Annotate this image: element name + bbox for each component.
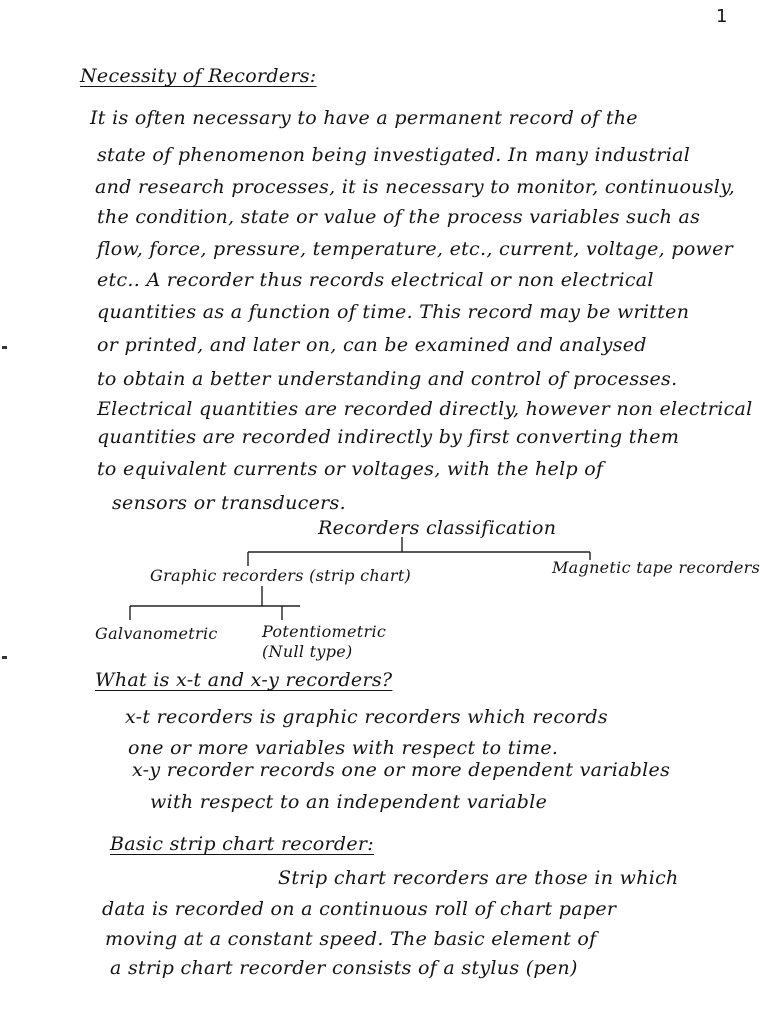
- text-line: state of phenomenon being investigated. In many industrial: [97, 144, 691, 166]
- xy-heading: What is x-t and x-y recorders?: [95, 669, 393, 691]
- text-line: to obtain a better understanding and control of processes.: [97, 368, 678, 390]
- text-line: sensors or transducers.: [112, 492, 346, 514]
- text-line: moving at a constant speed. The basic element of: [105, 928, 597, 950]
- graphic-recorders-label: Graphic recorders (strip chart): [150, 566, 412, 585]
- null-type-label: (Null type): [262, 642, 353, 661]
- text-line: x-y recorder records one or more dependent variables: [132, 759, 671, 781]
- section-title: Necessity of Recorders:: [80, 65, 317, 87]
- text-line: one or more variables with respect to time.: [128, 737, 559, 759]
- text-line: quantities as a function of time. This record may be written: [97, 301, 690, 323]
- text-line: Strip chart recorders are those in which: [278, 867, 679, 889]
- page-number: 1: [716, 6, 728, 27]
- strip-chart-heading: Basic strip chart recorder:: [110, 833, 374, 855]
- text-line: etc.. A recorder thus records electrical or non electrical: [97, 269, 654, 291]
- galvanometric-label: Galvanometric: [95, 624, 218, 643]
- text-line: It is often necessary to have a permanent record of the: [90, 107, 638, 129]
- text-line: a strip chart recorder consists of a stylus (pen): [110, 957, 578, 979]
- text-line: the condition, state or value of the process variables such as: [97, 206, 701, 228]
- text-line: with respect to an independent variable: [150, 791, 548, 813]
- text-line: to equivalent currents or voltages, with the help of: [97, 458, 604, 480]
- text-line: and research processes, it is necessary to monitor, continuously,: [95, 176, 736, 198]
- text-line: x-t recorders is graphic recorders which records: [125, 706, 608, 728]
- potentiometric-label: Potentiometric: [262, 622, 387, 641]
- text-line: quantities are recorded indirectly by first converting them: [97, 426, 680, 448]
- text-line: or printed, and later on, can be examined and analysed: [97, 334, 647, 356]
- magnetic-tape-label: Magnetic tape recorders: [552, 558, 761, 577]
- text-line: flow, force, pressure, temperature, etc., current, voltage, power: [97, 238, 734, 260]
- classification-title: Recorders classification: [318, 517, 557, 539]
- text-line: data is recorded on a continuous roll of chart paper: [102, 898, 617, 920]
- text-line: Electrical quantities are recorded directly, however non electrical: [97, 398, 753, 420]
